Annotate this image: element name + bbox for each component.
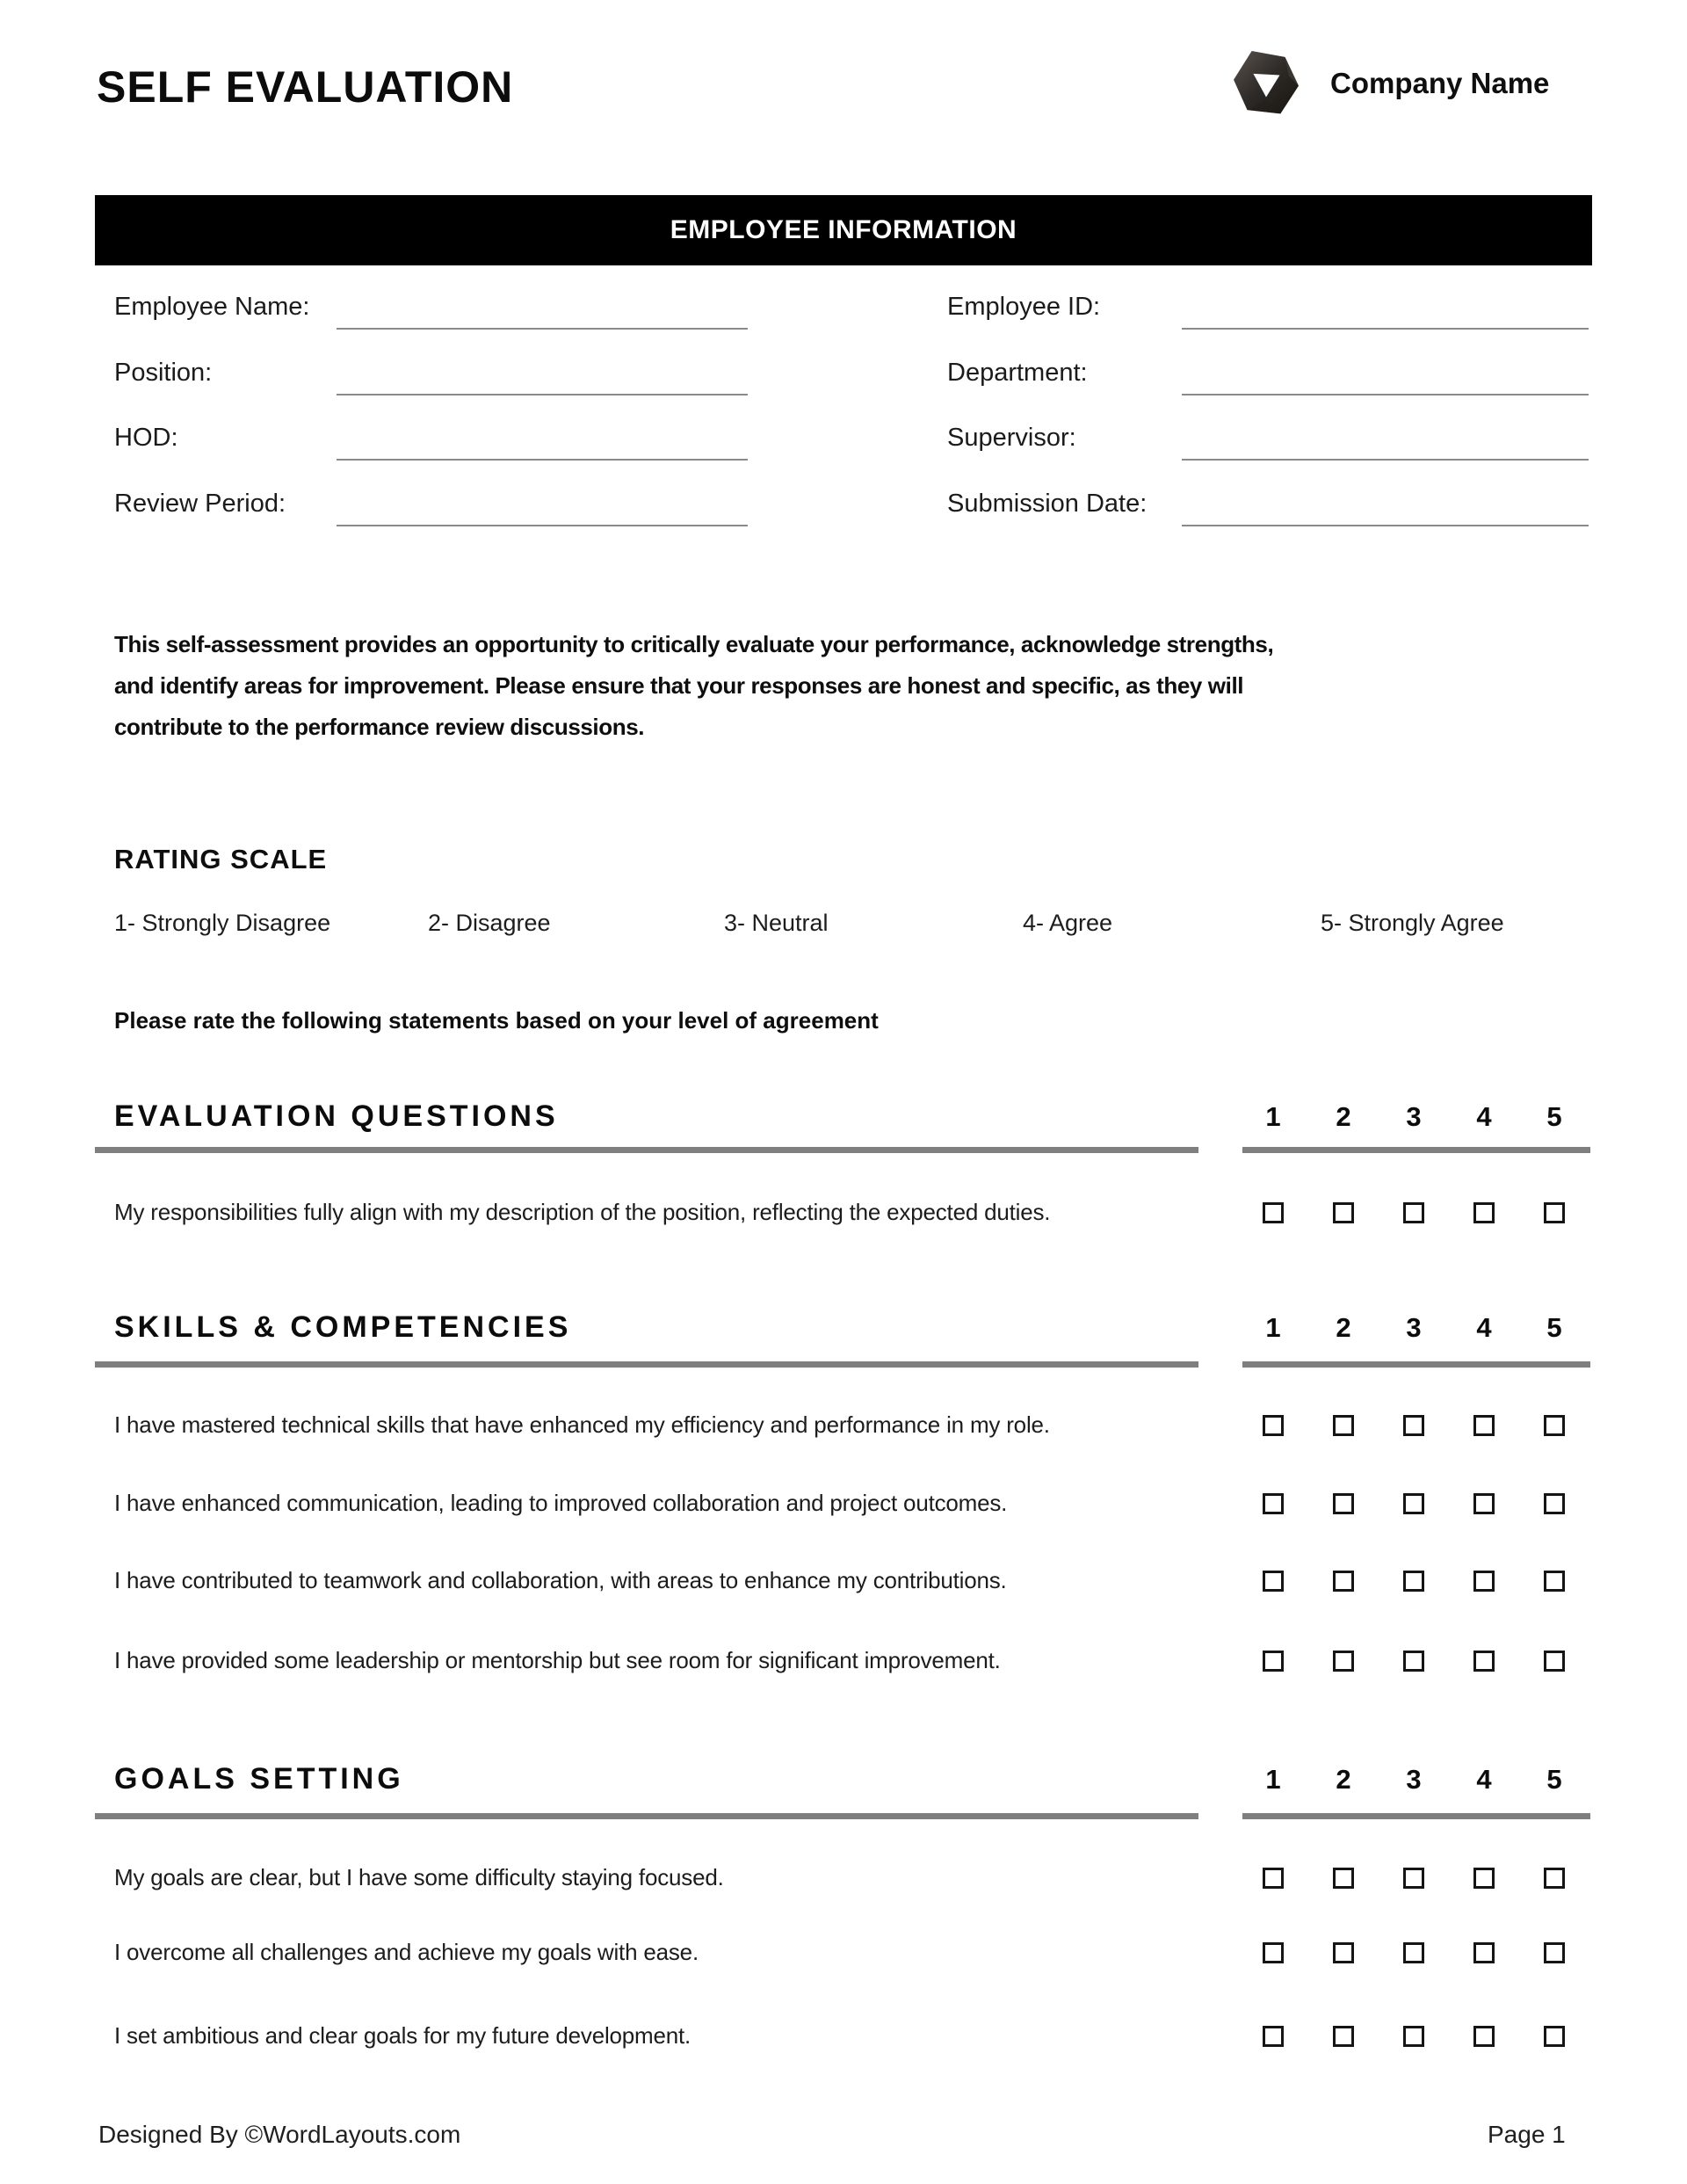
rating-checkbox-3[interactable] <box>1403 1868 1424 1889</box>
footer-designed-by: Designed By ©WordLayouts.com <box>98 2121 461 2148</box>
section-heading-3: GOALS SETTING <box>114 1762 404 1796</box>
rating-checkbox-4[interactable] <box>1473 1571 1495 1592</box>
rating-level-4: 4- Agree <box>1023 910 1113 936</box>
rating-column-header-3: 3 <box>1406 1101 1422 1132</box>
employee-name-input-line[interactable] <box>337 328 748 330</box>
department-label: Department: <box>947 359 1088 387</box>
rating-checkbox-3[interactable] <box>1403 1942 1424 1963</box>
employee-information-header-bar <box>95 195 1592 265</box>
rating-column-header-2: 2 <box>1336 1101 1351 1132</box>
company-logo-icon <box>1228 46 1304 121</box>
intro-line: contribute to the performance review discussions. <box>114 714 645 740</box>
rating-checkbox-3[interactable] <box>1403 1493 1424 1514</box>
question-text: I set ambitious and clear goals for my future development. <box>114 2022 691 2049</box>
rating-column-header-1: 1 <box>1265 1312 1281 1343</box>
rating-checkbox-4[interactable] <box>1473 1202 1495 1223</box>
rating-instruction: Please rate the following statements based on your level of agreement <box>114 1007 879 1034</box>
rating-level-2: 2- Disagree <box>428 910 551 936</box>
intro-line: and identify areas for improvement. Please ensure that your responses are honest and specific, as they will <box>114 672 1244 699</box>
rating-checkbox-3[interactable] <box>1403 1415 1424 1436</box>
rating-checkbox-5[interactable] <box>1544 1868 1565 1889</box>
employee-id-input-line[interactable] <box>1182 328 1589 330</box>
rating-checkbox-3[interactable] <box>1403 1202 1424 1223</box>
submission-date-label: Submission Date: <box>947 490 1148 518</box>
rating-checkbox-2[interactable] <box>1333 1868 1354 1889</box>
section-rule-left <box>95 1361 1198 1368</box>
rating-checkbox-5[interactable] <box>1544 1415 1565 1436</box>
review-period-input-line[interactable] <box>337 525 748 526</box>
rating-checkbox-3[interactable] <box>1403 1571 1424 1592</box>
review-period-label: Review Period: <box>114 490 286 518</box>
question-text: I have provided some leadership or mentorship but see room for significant improvement. <box>114 1647 1001 1673</box>
rating-column-header-3: 3 <box>1406 1764 1422 1795</box>
form-title: SELF EVALUATION <box>97 62 514 112</box>
rating-level-3: 3- Neutral <box>724 910 829 936</box>
rating-column-header-4: 4 <box>1476 1764 1492 1795</box>
question-text: I have contributed to teamwork and collaboration, with areas to enhance my contributions. <box>114 1567 1007 1593</box>
rating-checkbox-2[interactable] <box>1333 1493 1354 1514</box>
rating-checkbox-4[interactable] <box>1473 1942 1495 1963</box>
rating-column-header-2: 2 <box>1336 1312 1351 1343</box>
rating-checkbox-4[interactable] <box>1473 1415 1495 1436</box>
hod-input-line[interactable] <box>337 459 748 461</box>
submission-date-input-line[interactable] <box>1182 525 1589 526</box>
rating-checkbox-2[interactable] <box>1333 1651 1354 1672</box>
rating-checkbox-5[interactable] <box>1544 1571 1565 1592</box>
section-heading-2: SKILLS & COMPETENCIES <box>114 1310 572 1344</box>
question-text: My responsibilities fully align with my description of the position, reflecting the expected duties. <box>114 1199 1051 1225</box>
supervisor-label: Supervisor: <box>947 424 1076 452</box>
section-rule-left <box>95 1147 1198 1153</box>
department-input-line[interactable] <box>1182 394 1589 395</box>
rating-checkbox-1[interactable] <box>1263 1868 1284 1889</box>
rating-column-header-5: 5 <box>1546 1764 1562 1795</box>
rating-level-1: 1- Strongly Disagree <box>114 910 331 936</box>
rating-scale-heading: RATING SCALE <box>114 844 328 874</box>
section-rule-right <box>1242 1813 1590 1819</box>
rating-checkbox-1[interactable] <box>1263 1415 1284 1436</box>
rating-checkbox-3[interactable] <box>1403 2026 1424 2047</box>
intro-line: This self-assessment provides an opportunity to critically evaluate your performance, acknowledge strengths, <box>114 631 1274 657</box>
rating-checkbox-1[interactable] <box>1263 1202 1284 1223</box>
rating-checkbox-2[interactable] <box>1333 1571 1354 1592</box>
brand-block <box>1228 44 1549 123</box>
rating-checkbox-4[interactable] <box>1473 2026 1495 2047</box>
employee-information-header: EMPLOYEE INFORMATION <box>670 215 1017 244</box>
question-text: I have enhanced communication, leading to improved collaboration and project outcomes. <box>114 1490 1008 1516</box>
rating-column-header-4: 4 <box>1476 1312 1492 1343</box>
rating-checkbox-5[interactable] <box>1544 1202 1565 1223</box>
rating-column-header-4: 4 <box>1476 1101 1492 1132</box>
supervisor-input-line[interactable] <box>1182 459 1589 461</box>
rating-level-5: 5- Strongly Agree <box>1321 910 1504 936</box>
rating-checkbox-4[interactable] <box>1473 1493 1495 1514</box>
rating-checkbox-5[interactable] <box>1544 1651 1565 1672</box>
rating-checkbox-2[interactable] <box>1333 2026 1354 2047</box>
rating-checkbox-2[interactable] <box>1333 1415 1354 1436</box>
position-input-line[interactable] <box>337 394 748 395</box>
question-text: I overcome all challenges and achieve my goals with ease. <box>114 1939 699 1965</box>
rating-checkbox-2[interactable] <box>1333 1202 1354 1223</box>
rating-checkbox-1[interactable] <box>1263 1493 1284 1514</box>
rating-checkbox-1[interactable] <box>1263 1571 1284 1592</box>
rating-column-header-3: 3 <box>1406 1312 1422 1343</box>
position-label: Position: <box>114 359 213 387</box>
rating-checkbox-1[interactable] <box>1263 1942 1284 1963</box>
rating-checkbox-4[interactable] <box>1473 1651 1495 1672</box>
rating-checkbox-5[interactable] <box>1544 2026 1565 2047</box>
section-heading-1: EVALUATION QUESTIONS <box>114 1099 559 1133</box>
rating-checkbox-1[interactable] <box>1263 1651 1284 1672</box>
rating-column-header-5: 5 <box>1546 1312 1562 1343</box>
rating-column-header-2: 2 <box>1336 1764 1351 1795</box>
company-name: Company Name <box>1330 67 1550 99</box>
rating-column-header-1: 1 <box>1265 1764 1281 1795</box>
question-text: I have mastered technical skills that have enhanced my efficiency and performance in my role. <box>114 1411 1050 1438</box>
employee-id-label: Employee ID: <box>947 293 1101 321</box>
question-text: My goals are clear, but I have some difficulty staying focused. <box>114 1864 724 1890</box>
hod-label: HOD: <box>114 424 178 452</box>
rating-column-header-5: 5 <box>1546 1101 1562 1132</box>
rating-column-header-1: 1 <box>1265 1101 1281 1132</box>
rating-checkbox-5[interactable] <box>1544 1942 1565 1963</box>
employee-name-label: Employee Name: <box>114 293 310 321</box>
intro-paragraph <box>114 624 1273 748</box>
section-rule-right <box>1242 1361 1590 1368</box>
section-rule-left <box>95 1813 1198 1819</box>
section-rule-right <box>1242 1147 1590 1153</box>
rating-checkbox-5[interactable] <box>1544 1493 1565 1514</box>
rating-checkbox-3[interactable] <box>1403 1651 1424 1672</box>
rating-checkbox-1[interactable] <box>1263 2026 1284 2047</box>
rating-checkbox-2[interactable] <box>1333 1942 1354 1963</box>
rating-checkbox-4[interactable] <box>1473 1868 1495 1889</box>
footer-page-number: Page 1 <box>1488 2121 1566 2148</box>
